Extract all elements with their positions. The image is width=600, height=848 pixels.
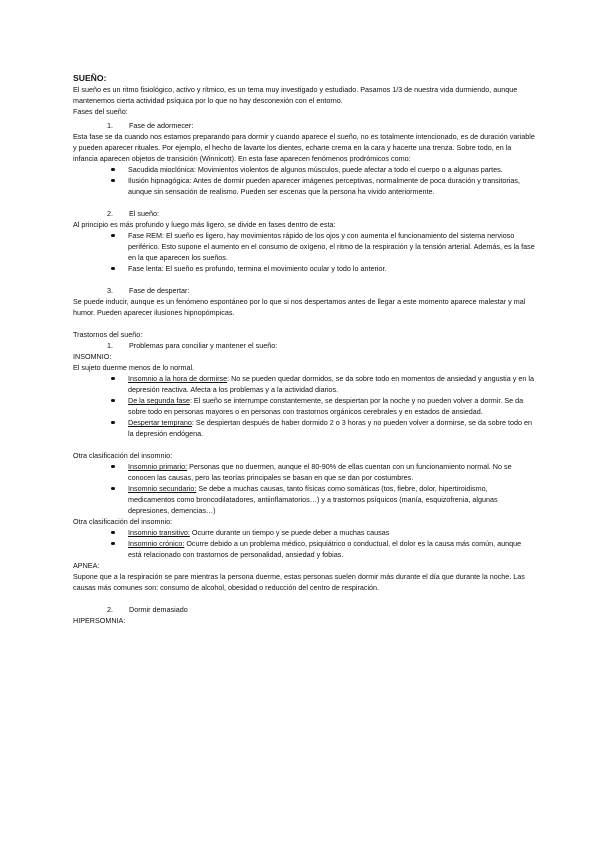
bullet-icon: [111, 487, 115, 491]
bullet-text: Fase REM: El sueño es ligero, hay movimientos rápido de los ojos y con aumenta el funcionamiento del sistema nervioso periférico. Esto supone el aumento en el consumo de oxígeno, el ritmo de la respiración y la tensión arterial. Además, es la fase en la que aparecen los sueños.: [128, 231, 535, 262]
phase-2-bullets: [73, 230, 535, 274]
bullet-desc: : No se pueden quedar dormidos, se da sobre todo en momentos de ansiedad y angustia y en la depresión reactiva. Afecta a los problemas y a la actividad diarios.: [128, 374, 534, 394]
list-number: 1.: [107, 341, 113, 350]
list-number: 2.: [107, 209, 113, 218]
other-classification-1-bullets: [73, 461, 535, 516]
bullet-text: Fase lenta: El sueño es profundo, termina el movimiento ocular y todo lo anterior.: [128, 264, 387, 273]
bullet-icon: [111, 179, 115, 183]
phase-2-label: El sueño:: [129, 209, 159, 218]
phase-1-text: Esta fase se da cuando nos estamos preparando para dormir y cuando aparece el sueño, no es totalmente intencionado, es de duración variable y pueden aparecer rituales. Por ejemplo, el hecho de lavarte los dientes, echarte crema en la cara y hacerte una trenza. Sobre todo, en la infancia aparecen objetos de transición (Winnicott). En esta fase aparecen fenómenos prodrómicos como:: [73, 132, 535, 163]
page-title: SUEÑO:: [73, 73, 107, 83]
phase-3-label: Fase de despertar:: [129, 286, 190, 295]
bullet-text: Sacudida mioclónica: Movimientos violentos de algunos músculos, puede afectar a todo el cuerpo o a algunas partes.: [128, 165, 503, 174]
bullet-icon: [111, 542, 115, 546]
apnea-text: Supone que a la respiración se pare mientras la persona duerme, estas personas suelen dormir más durante el día que durante la noche. Las causas más comunes son: consumo de alcohol, obesidad o reducción del centro de respiración.: [73, 572, 525, 592]
phase-2-heading: [73, 208, 535, 219]
bullet-icon: [111, 421, 115, 425]
phase-1-label: Fase de adormecer:: [129, 121, 194, 130]
insomnio-text: El sujeto duerme menos de lo normal.: [73, 363, 195, 372]
list-item: [73, 538, 535, 560]
bullet-term: De la segunda fase: [128, 396, 190, 405]
list-item: [73, 527, 535, 538]
phase-1-bullets: [73, 164, 535, 197]
bullet-term: Insomnio transitivo:: [128, 528, 190, 537]
list-item: [73, 461, 535, 483]
intro-paragraph: El sueño es un ritmo fisiológico, activo y rítmico, es un tema muy investigado y estudiado. Pasamos 1/3 de nuestra vida durmiendo, aunque mantenemos cierta actividad psíquica por lo que no hay desconexión con el entorno.: [73, 85, 518, 105]
phase-1-heading: [73, 120, 535, 131]
bullet-icon: [111, 465, 115, 469]
problem-1-label: Problemas para conciliar y mantener el sueño:: [129, 341, 278, 350]
document-body: [73, 72, 535, 626]
bullet-desc: Se debe a muchas causas, tanto físicas como somáticas (tos, fiebre, dolor, hipertiroidismo, medicamentos como broncodilatadores, antiinflamatorios…) y a trastornos psíquicos (manía, esquizofrenia, algunas depresiones, demencias…): [128, 484, 498, 515]
bullet-icon: [111, 377, 115, 381]
bullet-desc: : El sueño se interrumpe constantemente, se despiertan por la noche y no pueden volver a dormir. Se da sobre todo en personas mayores o en personas con trastornos orgánicos cerebrales y en estados de ansiedad.: [128, 396, 524, 416]
bullet-desc: Ocurre debido a un problema médico, psiquiátrico o conductual, el dolor es la causa más común, aunque está relacionado con trastornos de personalidad, ansiedad y fobias.: [128, 539, 522, 559]
disorders-heading: Trastornos del sueño:: [73, 330, 143, 339]
bullet-text: Ilusión hipnagógica: Antes de dormir pueden aparecer imágenes perceptivas, normalmente de poca duración y transitorias, aunque sin sensación de realismo. Pueden ser escenas que la persona ha vivido anteriormente.: [128, 176, 520, 196]
other-classification-2-heading: Otra clasificación del insomnio:: [73, 517, 173, 526]
bullet-icon: [111, 168, 115, 172]
list-item: [73, 417, 535, 439]
list-item: [73, 164, 535, 175]
phase-2-text: Al principio es más profundo y luego más ligero, se divide en fases dentro de esta:: [73, 220, 336, 229]
list-item: [73, 175, 535, 197]
bullet-icon: [111, 531, 115, 535]
phase-3-text: Se puede inducir, aunque es un fenómeno espontáneo por lo que si nos despertamos antes de llegar a este momento aparece malestar y mal humor. Pueden aparecer ilusiones hipnopómpicas.: [73, 297, 526, 317]
list-item: [73, 373, 535, 395]
list-item: [73, 395, 535, 417]
other-classification-2-bullets: [73, 527, 535, 560]
problem-2-label: Dormir demasiado: [129, 605, 188, 614]
bullet-term: Despertar temprano: [128, 418, 192, 427]
bullet-icon: [111, 267, 115, 271]
phase-3-heading: [73, 285, 535, 296]
list-item: [73, 483, 535, 516]
list-item: [73, 230, 535, 263]
bullet-icon: [111, 399, 115, 403]
problem-1-heading: [73, 340, 535, 351]
hipersomnia-heading: HIPERSOMNIA:: [73, 616, 126, 625]
bullet-term: Insomnio a la hora de dormirse: [128, 374, 228, 383]
list-number: 2.: [107, 605, 113, 614]
phases-heading: Fases del sueño:: [73, 107, 128, 116]
apnea-heading: APNEA:: [73, 561, 100, 570]
problem-2-heading: [73, 604, 535, 615]
bullet-desc: Ocurre durante un tiempo y se puede deber a muchas causas: [189, 528, 390, 537]
other-classification-1-heading: Otra clasificación del insomnio:: [73, 451, 173, 460]
list-number: 3.: [107, 286, 113, 295]
list-number: 1.: [107, 121, 113, 130]
bullet-desc: : Se despiertan después de haber dormido 2 o 3 horas y no pueden volver a dormirse, se da sobre todo en la depresión endógena.: [128, 418, 532, 438]
bullet-icon: [111, 234, 115, 238]
insomnio-heading: INSOMNIO:: [73, 352, 112, 361]
bullet-term: Insomnio crónico:: [128, 539, 185, 548]
bullet-term: Insomnio primario:: [128, 462, 188, 471]
insomnio-bullets: [73, 373, 535, 439]
bullet-term: Insomnio secundario:: [128, 484, 197, 493]
list-item: [73, 263, 535, 274]
bullet-desc: Personas que no duermen, aunque el 80-90% de ellas cuentan con un funcionamiento normal. No se conocen las causas, pero las teorías principales se basan en que se dan por costumbres.: [128, 462, 512, 482]
